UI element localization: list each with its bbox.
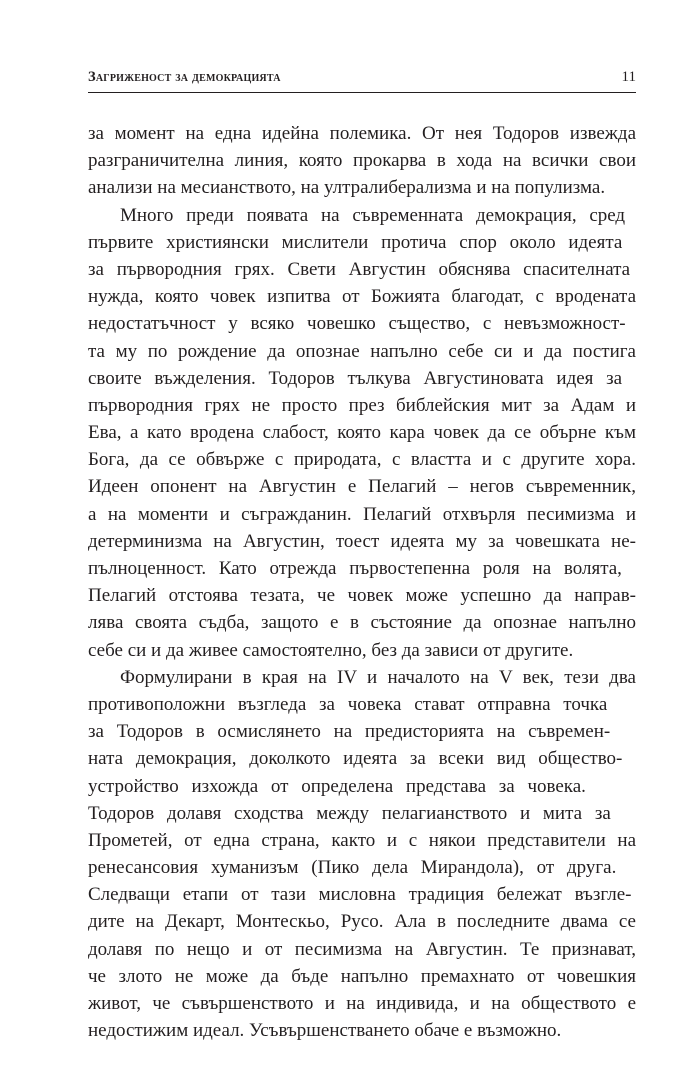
paragraph	[88, 664, 636, 1045]
header-rule	[88, 92, 636, 93]
text-line: ната демокрация, доколкото идеята за всеки вид общество-	[88, 748, 623, 770]
text-line: себе си и да живее самостоятелно, без да зависи от другите.	[88, 639, 574, 661]
text-line: за момент на една идейна полемика. От нея Тодоров извежда	[88, 123, 636, 144]
running-head: Загриженост за демокрацията	[88, 69, 281, 85]
text-line: Идеен опонент на Августин е Пелагий – негов съвременник,	[88, 476, 636, 498]
body-text	[88, 120, 636, 1044]
text-line: детерминизма на Августин, тоест идеята му за човешката не-	[88, 530, 636, 552]
page-header	[88, 67, 636, 93]
text-line: долавя по нещо и от песимизма на Августин. Те признават,	[88, 938, 636, 960]
text-line: Прометей, от една страна, както и с някои представители на	[88, 829, 636, 851]
text-line: за Тодоров в осмислянето на предисторията на съвремен-	[88, 721, 611, 743]
text-line: първородния грях не просто през библейския мит за Адам и	[88, 394, 636, 416]
text-line: своите въжделения. Тодоров тълкува Августиновата идея за	[88, 367, 623, 389]
paragraph	[88, 202, 636, 664]
text-line: дите на Декарт, Монтескьо, Русо. Ала в последните двама се	[88, 911, 636, 933]
text-line: недостижим идеал. Усъвършенстването обаче е възможно.	[88, 1020, 562, 1042]
text-line: първите християнски мислители протича спор около идеята	[88, 231, 623, 253]
text-line: анализи на месианството, на ултралиберализма и на популизма.	[88, 177, 606, 199]
text-line: ренесансовия хуманизъм (Пико дела Мирандола), от друга.	[88, 857, 617, 879]
text-line: Формулирани в края на IV и началото на V век, тези два	[120, 666, 636, 688]
text-line: недостатъчност у всяко човешко същество, с невъзможност-	[88, 313, 626, 335]
text-line: Много преди появата на съвременната демокрация, сред	[120, 204, 626, 226]
text-line: та му по рождение да опознае напълно себе си и да постига	[88, 340, 636, 362]
text-line: противоположни възгледа за човека стават отправна точка	[88, 693, 608, 715]
text-line: Следващи етапи от тази мисловна традиция бележат възгле-	[88, 884, 632, 906]
text-line: разграничителна линия, която прокарва в хода на всички свои	[88, 150, 636, 172]
text-line: пълноценност. Като отрежда първостепенна роля на волята,	[88, 558, 622, 579]
text-line: че злото не може да бъде напълно премахнато от човешкия	[88, 965, 636, 987]
text-line: а на моменти и съгражданин. Пелагий отхвърля песимизма и	[88, 503, 636, 525]
text-line: Ева, а като вродена слабост, която кара човек да се обърне към	[88, 422, 636, 444]
text-line: Тодоров долавя сходства между пелагианството и мита за	[88, 802, 611, 824]
paragraph	[88, 120, 636, 202]
text-line: Пелагий отстоява тезата, че човек може успешно да направ-	[88, 585, 636, 607]
text-line: живот, че съвършенството и на индивида, и на обществото е	[88, 993, 636, 1014]
text-line: устройство изхожда от определена представа за човека.	[88, 775, 586, 797]
text-line: за първородния грях. Свети Августин обяснява спасителната	[88, 258, 631, 280]
text-line: нужда, която човек изпитва от Божията благодат, с вродената	[88, 286, 636, 308]
page-number: 11	[621, 69, 636, 85]
text-line: лява своята съдба, защото е в състояние да опознае напълно	[88, 612, 636, 634]
text-line: Бога, да се обвърже с природата, с властта и с другите хора.	[88, 449, 636, 471]
